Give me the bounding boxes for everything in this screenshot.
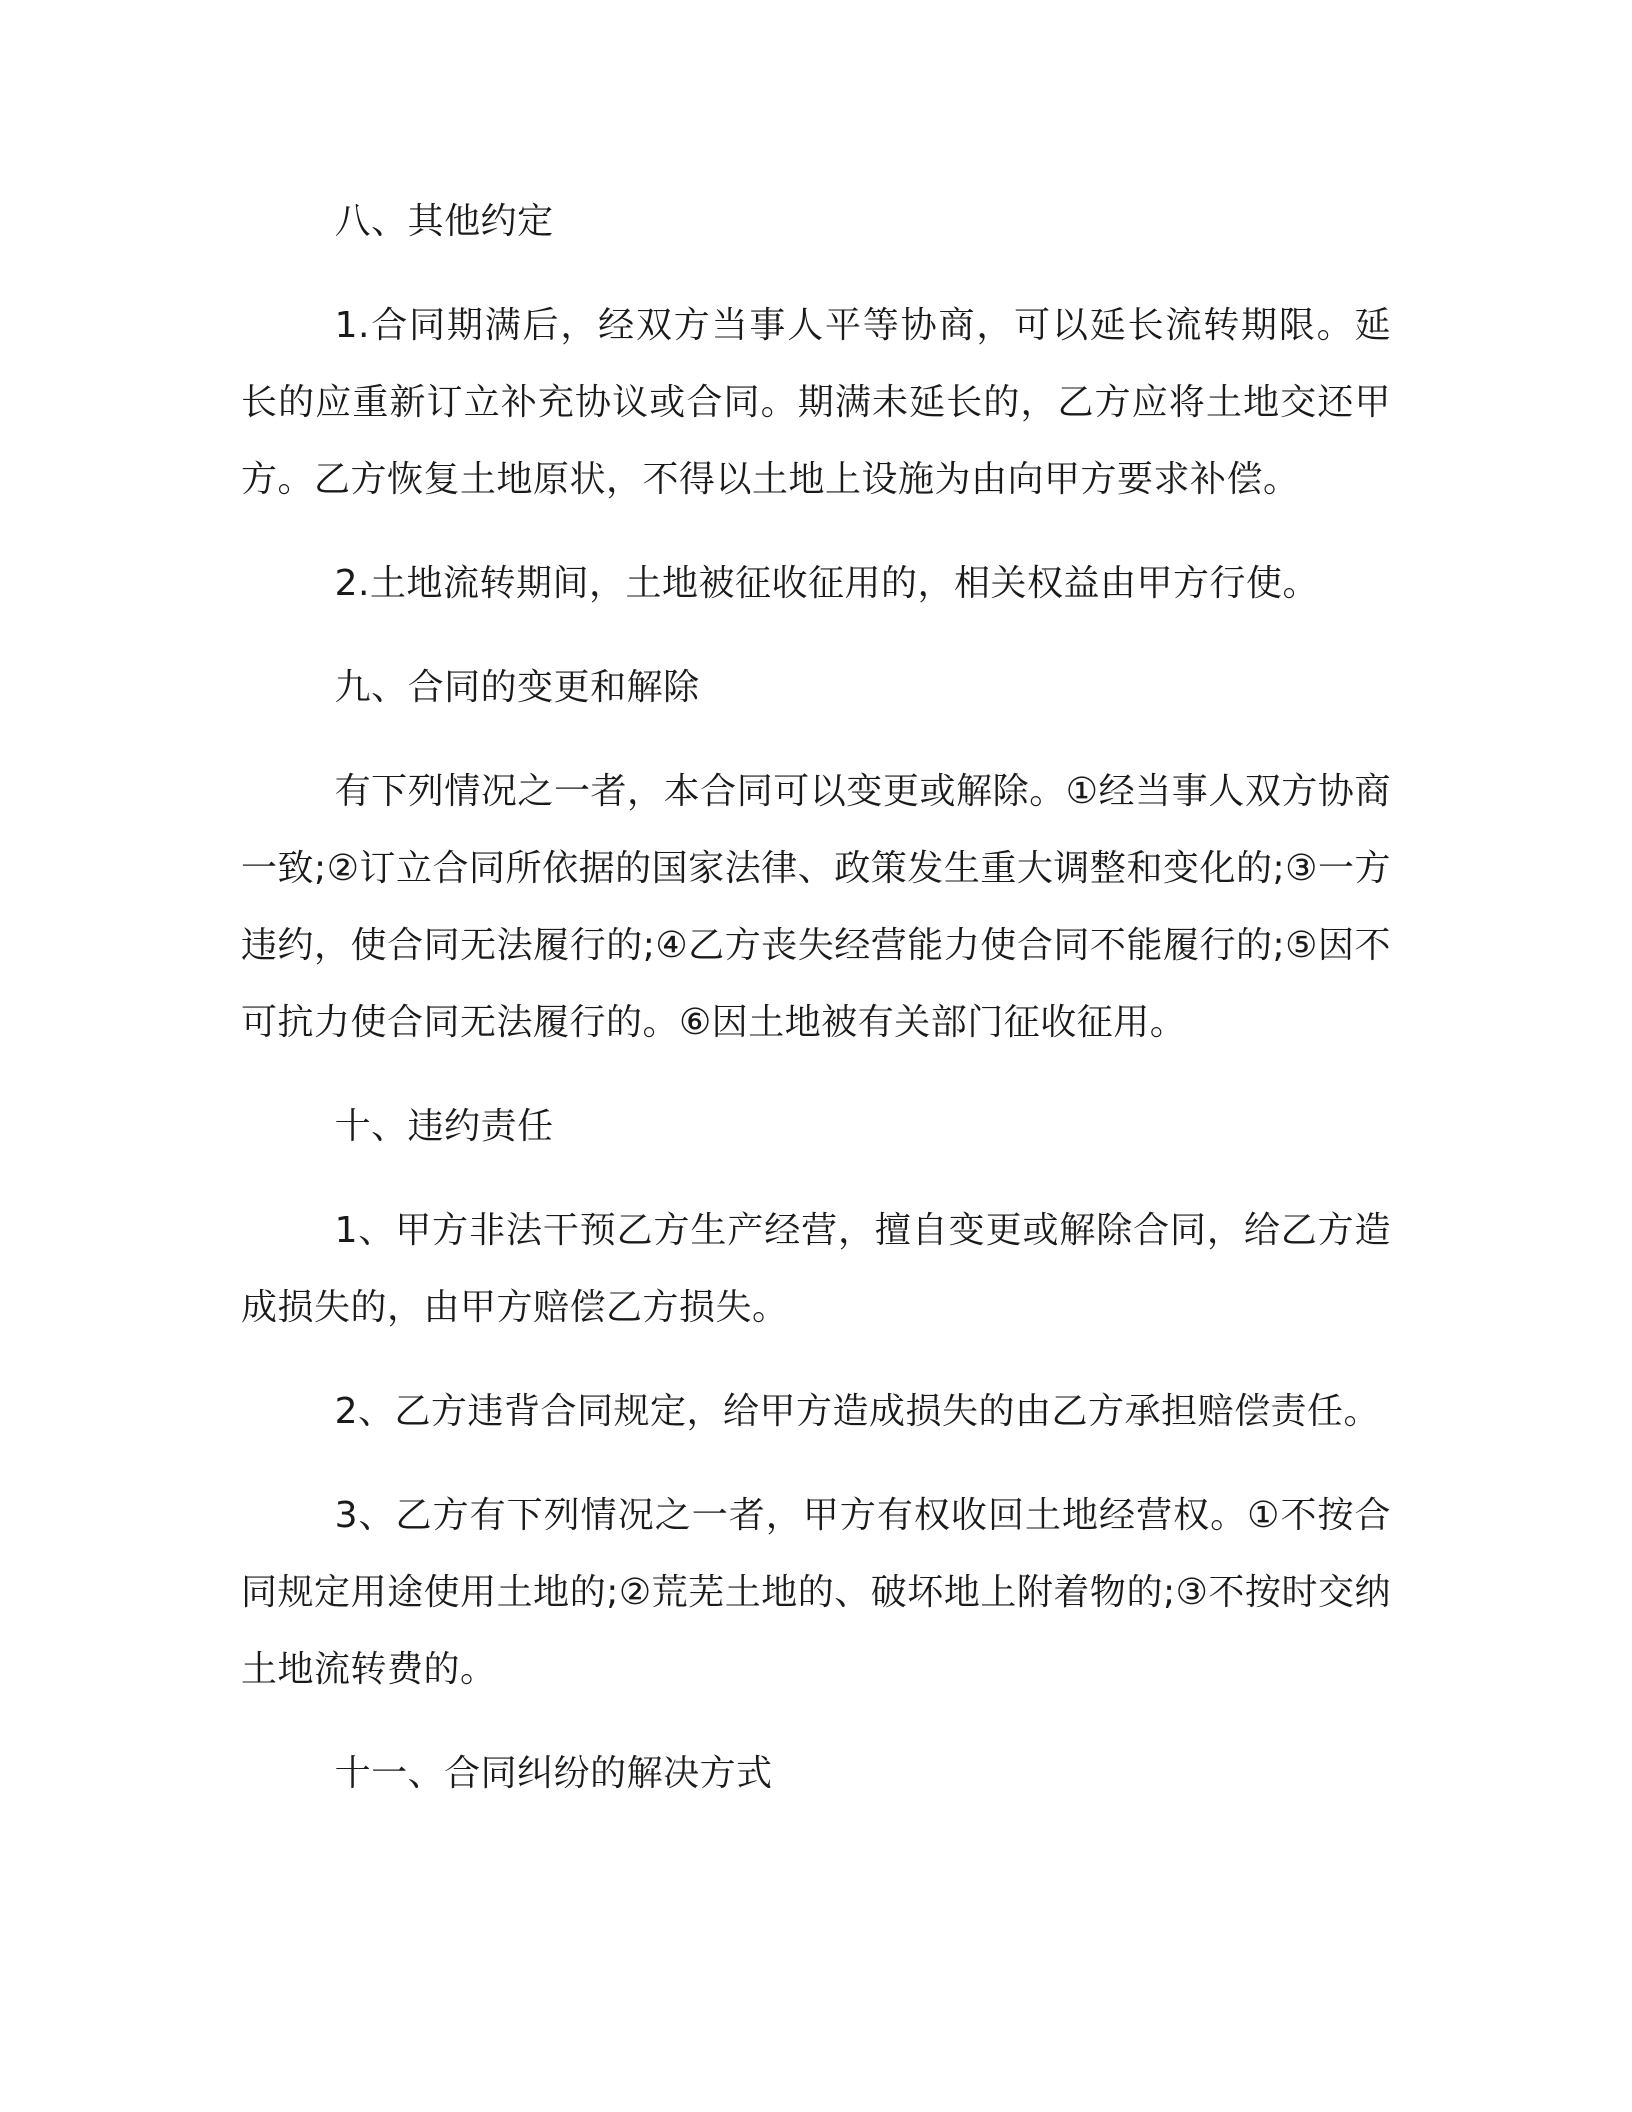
clause-paragraph-10-1: 1、甲方非法干预乙方生产经营，擅自变更或解除合同，给乙方造成损失的，由甲方赔偿乙方损失。	[241, 1210, 1391, 1328]
document-body	[241, 183, 1391, 1812]
clause-paragraph-8-2: 2.土地流转期间，土地被征收征用的，相关权益由甲方行使。	[334, 563, 1319, 604]
clause-paragraph-8-1: 1.合同期满后，经双方当事人平等协商，可以延长流转期限。延长的应重新订立补充协议或合同。期满未延长的，乙方应将土地交还甲方。乙方恢复土地原状，不得以土地上设施为由向甲方要求补偿。	[241, 305, 1391, 500]
section-heading-change-termination: 九、合同的变更和解除	[334, 667, 700, 708]
section-heading-other-agreements: 八、其他约定	[334, 201, 554, 242]
section-heading-dispute-resolution: 十一、合同纠纷的解决方式	[334, 1753, 773, 1794]
clause-paragraph-10-3: 3、乙方有下列情况之一者，甲方有权收回土地经营权。①不按合同规定用途使用土地的;②荒芜土地的、破坏地上附着物的;③不按时交纳土地流转费的。	[241, 1495, 1391, 1690]
clause-paragraph-9: 有下列情况之一者，本合同可以变更或解除。①经当事人双方协商一致;②订立合同所依据的国家法律、政策发生重大调整和变化的;③一方违约，使合同无法履行的;④乙方丧失经营能力使合同不能履行的;⑤因不可抗力使合同无法履行的。⑥因土地被有关部门征收征用。	[241, 771, 1391, 1043]
section-heading-breach-liability: 十、违约责任	[334, 1106, 554, 1147]
clause-paragraph-10-2: 2、乙方违背合同规定，给甲方造成损失的由乙方承担赔偿责任。	[334, 1391, 1380, 1432]
